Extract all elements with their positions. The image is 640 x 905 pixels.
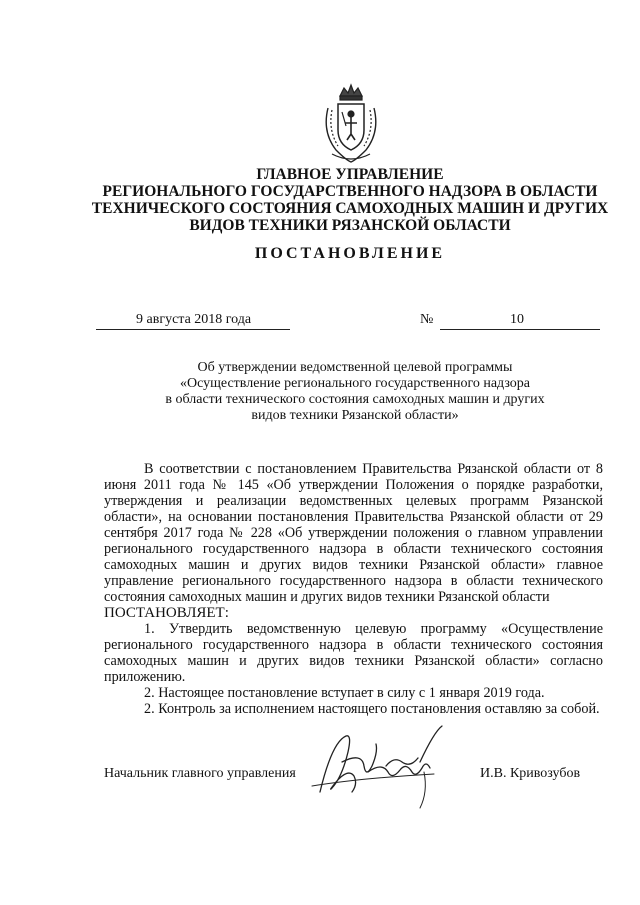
subject-line: «Осуществление регионального государственного надзора — [179, 376, 530, 391]
subject-line: в области технического состояния самоходных машин и других — [165, 392, 545, 407]
handwritten-signature-icon — [302, 722, 452, 810]
signer-name: И.В. Кривозубов — [480, 766, 581, 781]
document-date: 9 августа 2018 года — [136, 312, 252, 327]
organization-name — [90, 166, 610, 234]
signer-title: Начальник главного управления — [104, 766, 296, 781]
organization-line: РЕГИОНАЛЬНОГО ГОСУДАРСТВЕННОГО НАДЗОРА В ОБЛАСТИ — [102, 183, 598, 200]
subject-line: видов техники Рязанской области» — [251, 408, 459, 423]
date-field — [96, 312, 290, 330]
document-type: ПОСТАНОВЛЕНИЕ — [254, 245, 446, 262]
organization-line: ВИДОВ ТЕХНИКИ РЯЗАНСКОЙ ОБЛАСТИ — [189, 217, 511, 234]
number-sign: № — [420, 312, 434, 327]
item-paragraph: 1. Утвердить ведомственную целевую программу «Осуществление регионального государственного надзора в области технического состояния самоходных машин и других видов техники Рязанской области» согласно приложению. — [104, 621, 603, 685]
number-field — [440, 312, 600, 330]
item-paragraph: 2. Контроль за исполнением настоящего постановления оставляю за собой. — [144, 701, 600, 717]
document-body — [104, 461, 603, 717]
organization-line: ТЕХНИЧЕСКОГО СОСТОЯНИЯ САМОХОДНЫХ МАШИН И ДРУГИХ — [91, 200, 609, 217]
document-number: 10 — [510, 312, 524, 327]
item-paragraph: 2. Настоящее постановление вступает в силу с 1 января 2019 года. — [144, 685, 545, 701]
subject-line: Об утверждении ведомственной целевой программы — [197, 360, 513, 375]
preamble-paragraph: В соответствии с постановлением Правительства Рязанской области от 8 июня 2011 года № 145 «Об утверждении Положения о порядке разработки, утверждения и реализации ведомственных целевых программ Рязанской области», на основании постановления Правительства Рязанской области от 29 сентября 2017 года № 228 «Об утверждении положения о главном управлении регионального государственного надзора в области технического состояния самоходных машин и других видов техники Рязанской области» главное управление регионального государственного надзора в области технического состояния самоходных машин и других видов техники Рязанской области — [104, 461, 603, 605]
coat-of-arms-icon — [318, 82, 384, 164]
organization-line: ГЛАВНОЕ УПРАВЛЕНИЕ — [256, 166, 444, 183]
document-subject — [120, 360, 590, 424]
decree-word: ПОСТАНОВЛЯЕТ: — [104, 605, 229, 621]
